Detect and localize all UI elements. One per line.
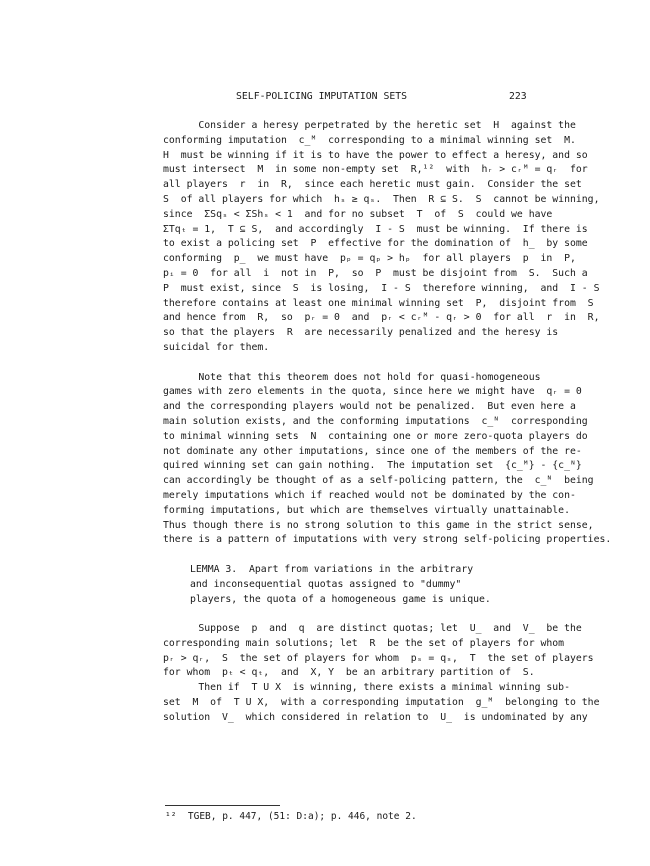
text-line: conforming imputation c̲ᴹ corresponding to a minimal winning set M.	[163, 134, 576, 146]
text-line: players, the quota of a homogeneous game is unique.	[190, 593, 491, 605]
text-line: P must exist, since S is losing, I - S therefore winning, and I - S	[163, 282, 600, 294]
text-line: therefore contains at least one minimal winning set P, disjoint from S	[163, 297, 594, 309]
text-line: and the corresponding players would not be penalized. But even here a	[163, 401, 576, 413]
text-line: S of all players for which hₛ ≥ qₛ. Then R ⊆ S. S cannot be winning,	[163, 193, 600, 205]
page-number: 223	[509, 91, 527, 102]
text-line: pᵢ = 0 for all i not in P, so P must be disjoint from S. Such a	[163, 267, 588, 279]
text-line: there is a pattern of imputations with very strong self-policing properties.	[163, 534, 612, 546]
text-line: corresponding main solutions; let R be the set of players for whom	[163, 637, 565, 649]
text-line: not dominate any other imputations, since one of the members of the re-	[163, 445, 582, 457]
paragraph-suppose	[163, 622, 594, 681]
footnote: ¹² TGEB, p. 447, (51: D:a); p. 446, note 2.	[165, 811, 417, 822]
text-line: so that the players R are necessarily penalized and the heresy is	[163, 327, 559, 339]
footnote-rule	[165, 805, 280, 806]
text-line: ΣTqₜ = 1, T ⊆ S, and accordingly I - S must be winning. If there is	[163, 223, 588, 235]
text-line: Suppose p and q are distinct quotas; let U̲ and V̲ be the	[163, 623, 582, 635]
body-text	[163, 119, 612, 726]
text-line: solution V̲ which considered in relation to U̲ is undominated by any	[163, 711, 588, 723]
text-line: pᵣ > qᵣ, S the set of players for whom pₛ = qₛ, T the set of players	[163, 652, 594, 664]
text-line: since ΣSqₛ < ΣShₛ < 1 and for no subset T of S could we have	[163, 208, 553, 220]
text-line: Note that this theorem does not hold for quasi-homogeneous	[163, 371, 541, 383]
text-line: Consider a heresy perpetrated by the heretic set H against the	[163, 120, 576, 131]
text-line: to minimal winning sets N containing one or more zero-quota players do	[163, 430, 588, 442]
text-line: Thus though there is no strong solution to this game in the strict sense,	[163, 519, 594, 531]
text-line: set M of T U X, with a corresponding imputation g̲ᴹ belonging to the	[163, 697, 600, 709]
running-header	[0, 91, 650, 105]
paragraph-then	[163, 681, 600, 725]
text-line: and hence from R, so pᵣ = 0 and pᵣ < cᵣᴹ - qᵣ > 0 for all r in R,	[163, 312, 600, 324]
lemma-statement	[190, 563, 543, 607]
text-line: merely imputations which if reached would not be dominated by the con-	[163, 489, 576, 501]
paragraph-proof	[163, 119, 600, 356]
text-line: quired winning set can gain nothing. The imputation set {c̲ᴹ} - {c̲ᴺ}	[163, 460, 582, 472]
text-line: must intersect M in some non-empty set R,¹² with hᵣ > cᵣᴹ = qᵣ for	[163, 164, 588, 176]
text-line: all players r in R, since each heretic must gain. Consider the set	[163, 179, 582, 191]
header-title: SELF-POLICING IMPUTATION SETS	[236, 91, 408, 102]
text-line: can accordingly be thought of as a self-policing pattern, the c̲ᴺ being	[163, 475, 594, 487]
text-line: to exist a policing set P effective for the domination of h̲ by some	[163, 238, 588, 250]
text-line: forming imputations, but which are themselves virtually unattainable.	[163, 504, 570, 516]
text-line: for whom pₜ < qₜ, and X, Y be an arbitrary partition of S.	[163, 667, 535, 679]
text-line: and inconsequential quotas assigned to "dummy"	[190, 578, 462, 590]
text-line: suicidal for them.	[163, 341, 270, 353]
text-line: main solution exists, and the conforming imputations c̲ᴺ corresponding	[163, 415, 588, 427]
text-line: conforming p̲ we must have pₚ = qₚ > hₚ for all players p in P,	[163, 253, 576, 265]
text-line: H must be winning if it is to have the power to effect a heresy, and so	[163, 149, 588, 161]
paragraph-note	[163, 371, 612, 549]
text-line: LEMMA 3. Apart from variations in the arbitrary	[190, 563, 474, 575]
text-line: Then if T U X is winning, there exists a minimal winning sub-	[163, 682, 570, 694]
text-line: games with zero elements in the quota, since here we might have qᵣ = 0	[163, 386, 582, 398]
